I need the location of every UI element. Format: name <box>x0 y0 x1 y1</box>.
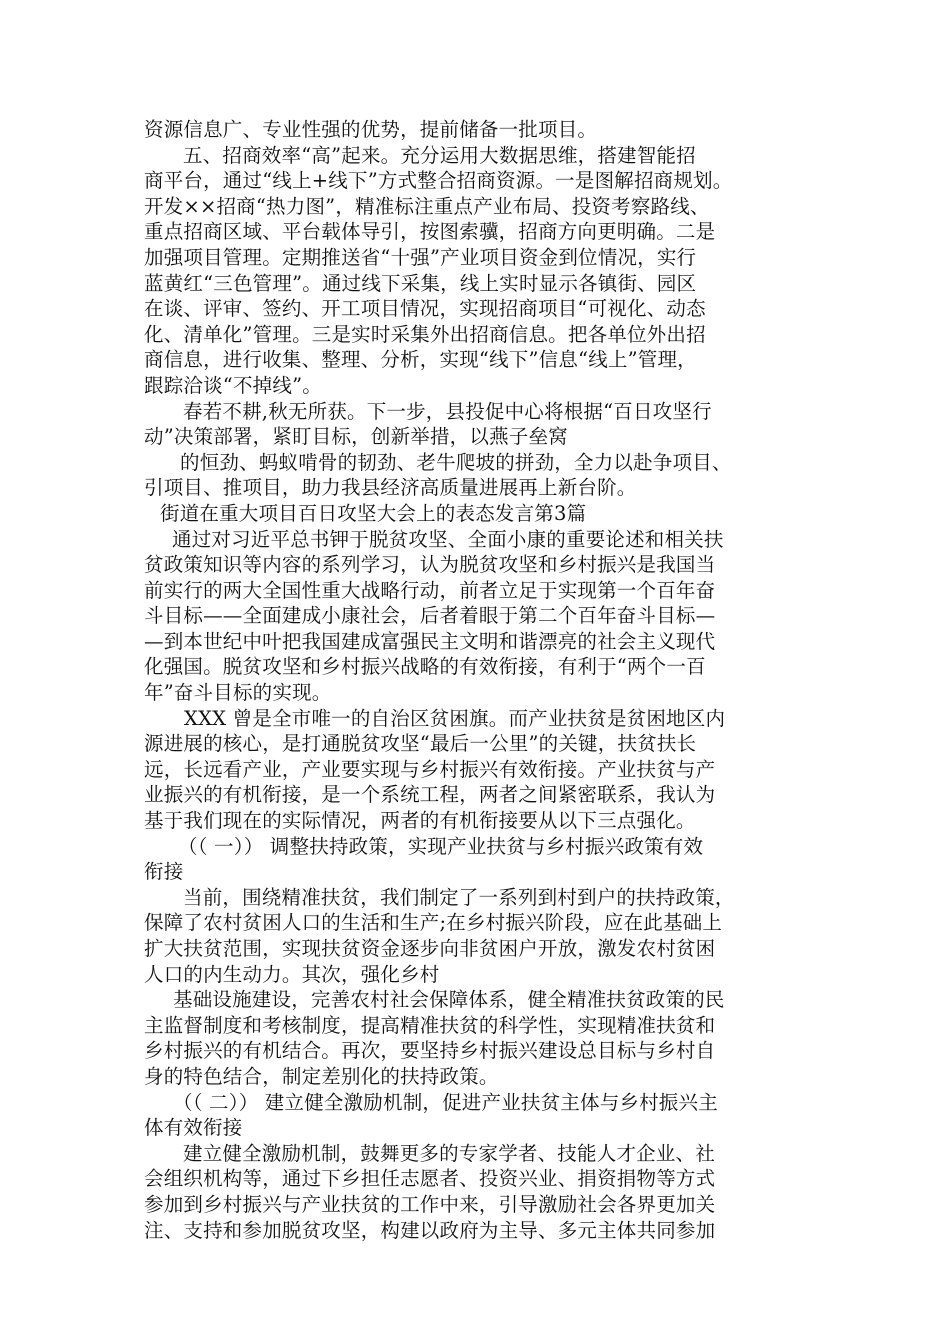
paragraph-start: 基础设施建设，完善农村社会保障体系，健全精准扶贫政策的民 <box>173 988 725 1012</box>
section-title: 街道在重大项目百日攻坚大会上的表态发言第3篇 <box>160 501 587 525</box>
text-line: 年”奋斗目标的实现。 <box>144 681 332 705</box>
paragraph-start: XXX 曾是全市唯一的自治区贫困旗。而产业扶贫是贫困地区内 <box>184 706 726 730</box>
paragraph-start: 当前，围绕精准扶贫，我们制定了一系列到村到户的扶持政策， <box>183 885 735 909</box>
text-line: 保障了农村贫困人口的生活和生产;在乡村振兴阶段，应在此基础上 <box>144 911 723 935</box>
document-body <box>144 117 810 1243</box>
text-line: 参加到乡村振兴与产业扶贫的工作中来，引导激励社会各界更加关 <box>144 1192 716 1216</box>
text-line: —到本世纪中叶把我国建成富强民主文明和谐漂亮的社会主义现代 <box>144 629 716 653</box>
text-line: 商平台，通过“线上+线下”方式整合招商资源。一是图解招商规划。 <box>144 169 733 193</box>
text-line: 身的特色结合，制定差别化的扶持政策。 <box>144 1064 499 1088</box>
text-line: 扩大扶贫范围，实现扶贫资金逐步向非贫困户开放，激发农村贫困 <box>144 937 716 960</box>
paragraph-start: 建立健全激励机制，鼓舞更多的专家学者、技能人才企业、社 <box>183 1141 715 1165</box>
text-line: 源进展的核心，是打通脱贫攻坚“最后一公里”的关键，扶贫扶长 <box>144 732 697 756</box>
text-line: 资源信息广、专业性强的优势，提前储备一批项目。 <box>144 118 598 141</box>
text-line: 化、清单化”管理。三是实时采集外出招商信息。把各单位外出招 <box>144 322 706 346</box>
text-line: 注、支持和参加脱贫攻坚，构建以政府为主导、多元主体共同参加 <box>144 1218 716 1242</box>
text-line: 在谈、评审、签约、开工项目情况，实现招商项目“可视化、动态 <box>144 297 706 321</box>
text-line: 人口的内生动力。其次，强化乡村 <box>144 962 440 986</box>
text-line: 基于我们现在的实际情况，两者的有机衔接要从以下三点强化。 <box>144 809 696 833</box>
text-line: 的恒劲、蚂蚁啃骨的韧劲、老牛爬坡的拼劲，全力以赴争项目、 <box>180 450 732 474</box>
text-line: 贫政策知识等内容的系列学习，认为脱贫攻坚和乡村振兴是我国当 <box>144 553 716 577</box>
text-line: 衔接 <box>144 860 184 884</box>
paragraph-start: 春若不耕,秋无所获。下一步，县投促中心将根据“百日攻坚行 <box>183 399 712 423</box>
text-line: 前实行的两大全国性重大战略行动，前者立足于实现第一个百年奋 <box>144 578 716 602</box>
text-line: 商信息，进行收集、整理、分析，实现“线下”信息“线上”管理， <box>144 348 697 372</box>
text-line: 主监督制度和考核制度，提高精准扶贫的科学性，实现精准扶贫和 <box>144 1013 716 1037</box>
paragraph-start: 通过对习近平总书钾于脱贫攻坚、全面小康的重要论述和相关扶 <box>172 527 724 551</box>
text-line: 远，长远看产业，产业要实现与乡村振兴有效衔接。产业扶贫与产 <box>144 757 716 781</box>
text-line: 蓝黄红“三色管理”。通过线下采集，线上实时显示各镇街、园区 <box>144 271 697 295</box>
text-line: 开发××招商“热力图”，精准标注重点产业布局、投资考察路线、 <box>144 194 710 218</box>
text-line: 动”决策部署，紧盯目标，创新举措，以燕子垒窝 <box>144 425 568 449</box>
subsection-heading: （（ 一）） 调整扶持政策，实现产业扶贫与乡村振兴政策有效 <box>178 834 704 858</box>
text-line: 加强项目管理。定期推送省“十强”产业项目资金到位情况，实行 <box>144 245 697 269</box>
text-line: 化强国。脱贫攻坚和乡村振兴战略的有效衔接，有利于“两个一百 <box>144 655 706 679</box>
text-line: 业振兴的有机衔接，是一个系统工程，两者之间紧密联系，我认为 <box>144 783 716 807</box>
paragraph-heading: 五、招商效率“高”起来。充分运用大数据思维，搭建智能招 <box>183 143 696 167</box>
text-line: 乡村振兴的有机结合。再次，要坚持乡村振兴建设总目标与乡村自 <box>144 1039 716 1063</box>
text-line: 体有效衔接 <box>144 1116 243 1140</box>
text-line: 引项目、推项目，助力我县经济高质量进展再上新台阶。 <box>144 476 637 500</box>
text-line: 会组织机构等，通过下乡担任志愿者、投资兴业、捐资捐物等方式 <box>144 1167 716 1191</box>
text-line: 跟踪洽谈“不掉线”。 <box>144 373 322 397</box>
text-line: 重点招商区域、平台载体导引，按图索骥，招商方向更明确。二是 <box>144 220 716 244</box>
subsection-heading: （（ 二）） 建立健全激励机制，促进产业扶贫主体与乡村振兴主 <box>173 1090 718 1114</box>
text-line: 斗目标——全面建成小康社会，后者着眼于第二个百年奋斗目标— <box>144 604 716 628</box>
